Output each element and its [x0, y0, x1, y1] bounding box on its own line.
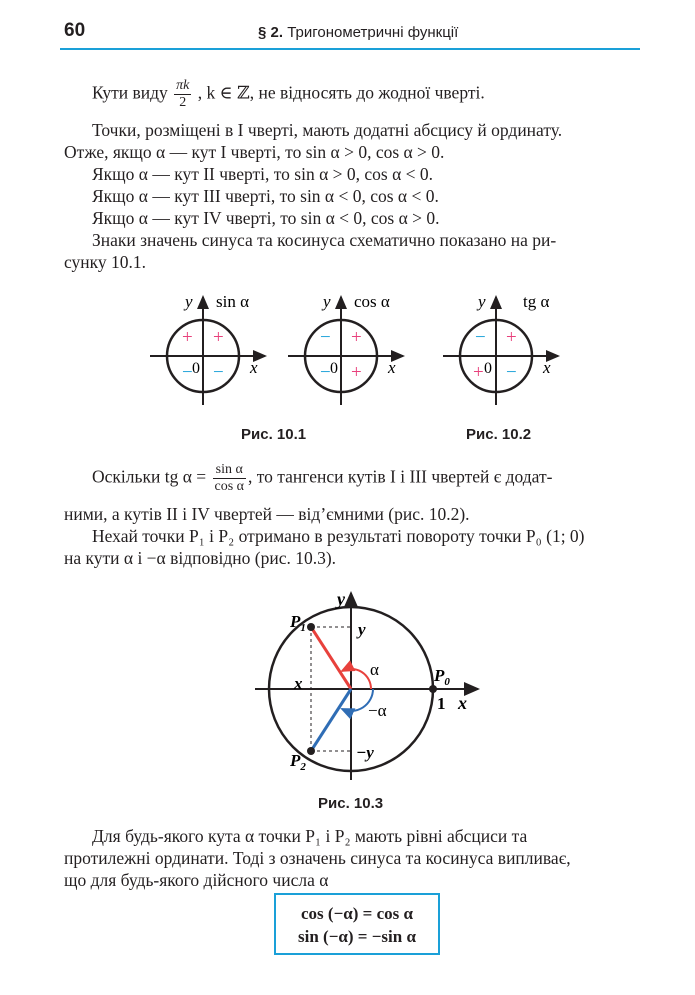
cos-q4-sign: +: [351, 362, 362, 383]
label-y-value: y: [358, 620, 366, 639]
caption-fig-10-2: Рис. 10.2: [466, 426, 532, 443]
sin-label: sin α: [216, 292, 249, 311]
para2-line7: сунку 10.1.: [64, 252, 147, 272]
formula-sin-odd: sin (−α) = −sin α: [298, 927, 416, 946]
cos-q2-sign: −: [320, 327, 331, 348]
tg-q4-sign: −: [506, 362, 517, 383]
label-neg-alpha: −α: [368, 701, 387, 720]
tg-diagram: [443, 292, 558, 405]
para2-line2: Отже, якщо α — кут I чверті, то sin α > 0, cos α > 0.: [64, 142, 445, 162]
para5-line1: Для будь-якого кута α точки P₁ і P₂ мають рівні абсциси та: [92, 826, 528, 846]
para3-after: , то тангенси кутів I і III чвертей є додат-: [248, 466, 553, 487]
sign-diagrams: [0, 285, 695, 415]
label-p2: $P_2$: [290, 751, 306, 773]
formula-cos-even: cos (−α) = cos α: [301, 904, 413, 923]
x-axis-label: x: [458, 693, 467, 713]
sin-origin: 0: [192, 360, 200, 377]
section-sign: § 2.: [258, 24, 284, 41]
cos-label: cos α: [354, 292, 390, 311]
tg-x-label: x: [543, 358, 551, 377]
tg-q2-sign: −: [475, 327, 486, 348]
sin-x-label: x: [250, 358, 258, 377]
label-x-value: x: [294, 674, 303, 693]
page-number: 60: [64, 20, 86, 41]
header-rule: [60, 48, 640, 50]
tg-q3-sign: +: [473, 362, 484, 383]
radius-p2: [311, 689, 351, 751]
sin-diagram: [150, 292, 265, 405]
caption-fig-10-1: Рис. 10.1: [241, 426, 307, 443]
para4-line1: Нехай точки P₁ і P₂ отримано в результаті повороту точки P₀ (1; 0): [92, 526, 585, 546]
para3-before: Оскільки tg α =: [92, 466, 207, 487]
fraction-sin-cos: [213, 462, 247, 495]
para2-line5: Якщо α — кут IV чверті, то sin α < 0, cos α > 0.: [92, 208, 440, 228]
cos-y-label: y: [323, 292, 331, 311]
cos-q1-sign: +: [351, 327, 362, 348]
radius-p1: [311, 627, 351, 689]
label-alpha: α: [370, 660, 379, 679]
tg-origin: 0: [484, 360, 492, 377]
label-one: 1: [437, 694, 446, 713]
label-neg-y-value: −y: [356, 743, 374, 762]
para2-line1: Точки, розміщені в I чверті, мають додатні абсцису й ординату.: [92, 120, 563, 140]
parity-formula-box: [274, 893, 440, 955]
point-p2: [307, 747, 315, 755]
tg-label: tg α: [523, 292, 550, 311]
para2-line4: Якщо α — кут III чверті, то sin α < 0, cos α < 0.: [92, 186, 439, 206]
point-p0: [429, 685, 437, 693]
para5-line3: що для будь-якого дійсного числа α: [64, 870, 329, 890]
para4-line2: на кути α і −α відповідно (рис. 10.3).: [64, 548, 337, 568]
caption-fig-10-3: Рис. 10.3: [318, 795, 384, 812]
paragraph-angles-kinds: [92, 78, 652, 111]
para2-line6: Знаки значень синуса та косинуса схематично показано на ри-: [92, 230, 557, 250]
cos-origin: 0: [330, 360, 338, 377]
para1-before: Кути виду: [92, 82, 168, 103]
frac-denominator: 2: [179, 95, 187, 110]
cos-x-label: x: [388, 358, 396, 377]
tg-y-label: y: [478, 292, 486, 311]
para1-after: , k ∈ ℤ, не відносять до жодної чверті.: [197, 82, 485, 103]
para3-line2: ними, а кутів II і IV чвертей — від’ємними (рис. 10.2).: [64, 504, 470, 524]
cos-diagram: [288, 292, 403, 405]
arc-alpha: [342, 669, 371, 689]
label-p1: $P_1$: [290, 612, 306, 634]
section-header: [258, 24, 458, 41]
point-p1: [307, 623, 315, 631]
y-axis-label: y: [337, 589, 345, 609]
sin-q3-sign: −: [182, 362, 193, 383]
label-p0: $P_0$: [434, 666, 450, 688]
sin-q2-sign: +: [182, 327, 193, 348]
fraction-pik-2: [174, 78, 191, 111]
tg-q1-sign: +: [506, 327, 517, 348]
sin-q1-sign: +: [213, 327, 224, 348]
section-title: Тригонометричні функції: [287, 24, 459, 41]
para5-line2: протилежні ординати. Тоді з означень синуса та косинуса випливає,: [64, 848, 571, 868]
frac-cos: cos α: [214, 479, 245, 494]
sin-q4-sign: −: [213, 362, 224, 383]
frac-sin: sin α: [213, 462, 247, 479]
frac-numerator: πk: [176, 78, 190, 93]
paragraph-tangent-signs: [92, 462, 652, 495]
para2-line3: Якщо α — кут II чверті, то sin α > 0, cos α < 0.: [92, 164, 434, 184]
cos-q3-sign: −: [320, 362, 331, 383]
rotation-diagram: [0, 585, 695, 785]
sin-y-label: y: [185, 292, 193, 311]
